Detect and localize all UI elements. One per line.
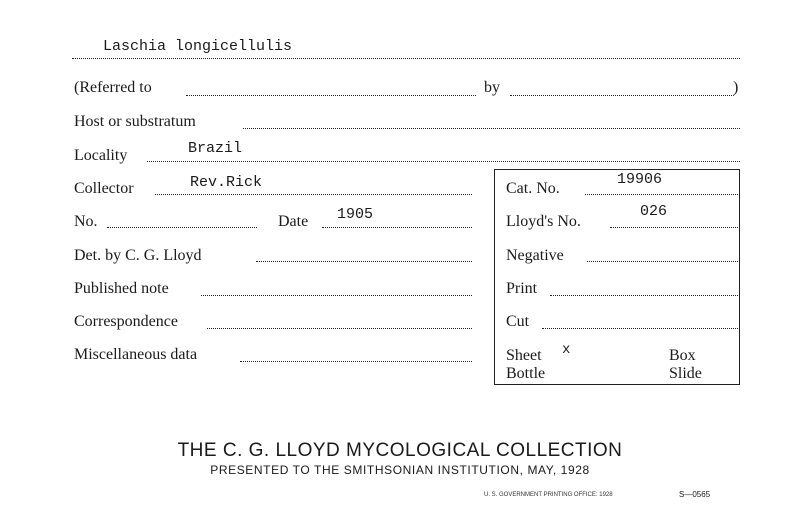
- det-by-line: [256, 261, 472, 262]
- misc-data-label: Miscellaneous data: [74, 346, 198, 363]
- host-line: [243, 128, 740, 129]
- form-code: S—0565: [679, 490, 711, 499]
- printing-office-note: U. S. GOVERNMENT PRINTING OFFICE: 1928: [484, 492, 613, 498]
- box-option-label: Box: [669, 347, 696, 364]
- locality-value: Brazil: [188, 140, 243, 157]
- locality-label: Locality: [74, 147, 128, 164]
- locality-line: [147, 161, 740, 162]
- by-line: [510, 95, 734, 96]
- referred-to-label: (Referred to: [74, 79, 152, 96]
- collection-title: THE C. G. LLOYD MYCOLOGICAL COLLECTION: [177, 440, 623, 461]
- lloyd-no-line: [610, 227, 738, 228]
- print-line: [550, 295, 738, 296]
- misc-data-line: [240, 361, 472, 362]
- box-top-border: [494, 169, 740, 170]
- lloyd-no-label: Lloyd's No.: [506, 213, 581, 230]
- no-label: No.: [74, 213, 98, 230]
- box-bottom-border: [494, 384, 740, 385]
- box-right-border: [739, 170, 740, 384]
- date-value: 1905: [337, 206, 374, 223]
- correspondence-line: [207, 328, 472, 329]
- lloyd-no-value: 026: [640, 203, 668, 220]
- sheet-mark: x: [562, 342, 571, 358]
- cat-no-line: [585, 194, 738, 195]
- print-label: Print: [506, 280, 538, 297]
- close-paren: ): [733, 79, 739, 96]
- published-note-label: Published note: [74, 280, 169, 297]
- date-label: Date: [278, 213, 309, 230]
- by-label: by: [484, 79, 500, 96]
- collector-value: Rev.Rick: [190, 174, 263, 191]
- cat-no-value: 19906: [617, 171, 663, 188]
- slide-label: Slide: [669, 365, 702, 382]
- collector-label: Collector: [74, 180, 134, 197]
- bottle-label: Bottle: [506, 365, 546, 382]
- date-line: [322, 227, 472, 228]
- referred-to-line: [186, 95, 476, 96]
- negative-line: [587, 261, 738, 262]
- cat-no-label: Cat. No.: [506, 180, 560, 197]
- species-line: [72, 58, 740, 59]
- sheet-label: Sheet: [506, 347, 542, 364]
- cut-line: [542, 328, 738, 329]
- collector-line: [155, 194, 472, 195]
- published-note-line: [201, 295, 472, 296]
- correspondence-label: Correspondence: [74, 313, 178, 330]
- cut-label: Cut: [506, 313, 530, 330]
- host-label: Host or substratum: [74, 113, 196, 130]
- no-line: [107, 227, 257, 228]
- det-by-label: Det. by C. G. Lloyd: [74, 247, 202, 264]
- species-name: Laschia longicellulis: [103, 38, 293, 55]
- box-left-border: [494, 170, 495, 384]
- negative-label: Negative: [506, 247, 564, 264]
- collection-subtitle: PRESENTED TO THE SMITHSONIAN INSTITUTION, MAY, 1928: [210, 463, 590, 477]
